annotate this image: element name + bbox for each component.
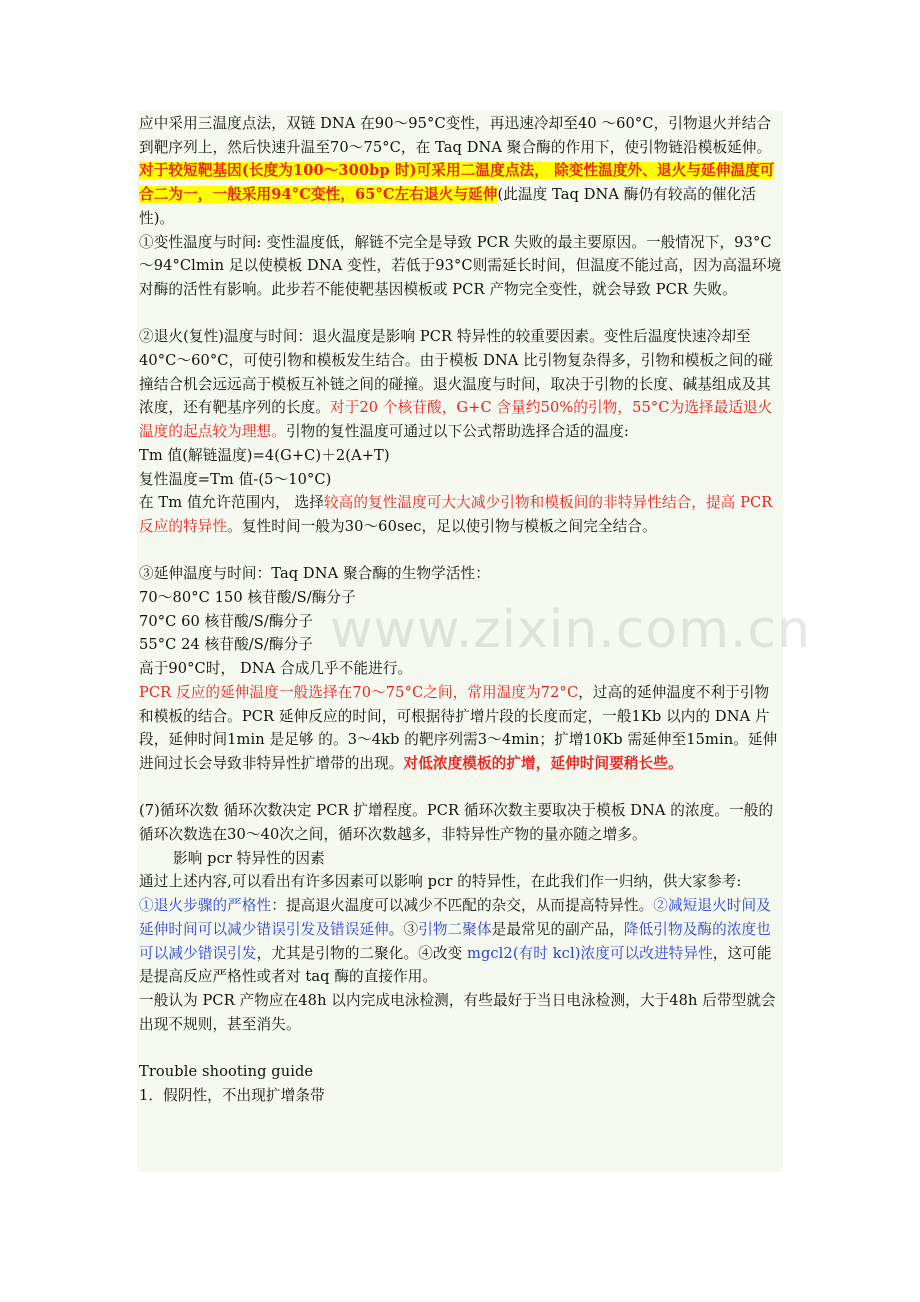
paragraph-annealing-select <box>139 491 783 538</box>
text-factor-4: mgcl2(有时 kcl)浓度可以改进特异性 <box>467 944 713 962</box>
text-factor-3b: 降低引物及酶的浓度也可以减少错误引发 <box>139 920 771 962</box>
text-factor-2: ②减短退火时间及延伸时间可以减少错误引发及错误延伸 <box>139 897 771 938</box>
spacer <box>139 302 783 326</box>
text-enzyme-activity: (此温度 Taq DNA 酶仍有较高的催化活性)。 <box>139 186 757 227</box>
text-factor-3-desc: 是最常见的副产品， <box>491 920 624 938</box>
heading-trouble-shooting: Trouble shooting guide <box>139 1063 314 1081</box>
trouble-item-1: 1．假阴性，不出现扩增条带 <box>139 1086 325 1104</box>
spacer <box>139 1036 783 1060</box>
text-factor-3-num: 。③ <box>388 920 419 938</box>
text-annealing-formula-intro: 引物的复性温度可通过以下公式帮助选择合适的温度: <box>285 423 629 441</box>
text-extension-red: PCR 反应的延伸温度一般选择在70～75°C之间，常用温度为72°C <box>139 683 579 701</box>
paragraph-extension-title: ③延伸温度与时间：Taq DNA 聚合酶的生物学活性： <box>139 565 490 583</box>
paragraph-annealing <box>139 325 783 444</box>
formula-tm: Tm 值(解链温度)=4(G+C)＋2(A+T) <box>139 446 390 464</box>
spacer <box>139 539 783 563</box>
text-select: 在 Tm 值允许范围内， 选择 <box>139 494 324 512</box>
extension-rate-3: 55°C 24 核苷酸/S/酶分子 <box>139 636 313 654</box>
text-factor-4-desc: ，这可能是提高反应严格性或者对 taq 酶的直接作用。 <box>139 944 772 986</box>
paragraph-cycles: (7)循环次数 循环次数决定 PCR 扩增程度。PCR 循环次数主要取决于模板 DNA 的浓度。一般的循环次数选在30～40次之间，循环次数越多，非特异性产物的量亦随之增多。 <box>139 802 774 844</box>
extension-rate-1: 70～80°C 150 核苷酸/S/酶分子 <box>139 589 356 607</box>
text-annealing-intro: ②退火(复性)温度与时间：退火温度是影响 PCR 特异性的较重要因素。变性后温度快速冷却至40°C～60°C，可使引物和模板发生结合。由于模板 DNA 比引物复杂得多，引物和模板之间的碰撞结合机会远远高于模板互补链之间的碰撞。退火温度与时间，取决于引物的长度、碱基组成及其浓度，还有靶基序列的长度。 <box>139 328 773 417</box>
text-annealing-red: 对于20 个核苷酸，G+C 含量约50%的引物，55°C为选择最适退火温度的起点较为理想。 <box>139 399 773 441</box>
text-three-temperature: 应中采用三温度点法，双链 DNA 在90～95°C变性，再迅速冷却至40 ～60°C，引物退火并结合到靶序列上，然后快速升温至70～75°C，在 Taq DNA 聚合酶的作用下，使引物链沿模板延伸。 <box>139 115 772 156</box>
paragraph-specificity-factors <box>139 894 783 989</box>
text-extension-bold: 对低浓度模板的扩增，延伸时间要稍长些。 <box>403 754 683 772</box>
text-two-temperature-highlight: 对于较短靶基因(长度为100～300bp 时)可采用二温度点法， 除变性温度外、退火与延伸温度可合二为一，一般采用94°C变性，65°C左右退火与延伸 <box>139 162 775 204</box>
text-factor-3: 引物二聚体 <box>418 920 492 938</box>
paragraph-extension <box>139 681 783 776</box>
extension-rate-2: 70°C 60 核苷酸/S/酶分子 <box>139 612 313 630</box>
paragraph-temperature-method <box>139 112 783 231</box>
paragraph-denaturation: ①变性温度与时间: 变性温度低，解链不完全是导致 PCR 失败的最主要原因。一般情况下，93°C～94°Clmin 足以使模板 DNA 变性，若低于93°C则需延长时间，但温度不能过高，因为高温环境对酶的活性有影响。此步若不能使靶基因模板或 PCR 产物完全变性，就会导致 PCR 失败。 <box>139 233 782 298</box>
text-extension-body: ，过高的延伸温度不利于引物和模板的结合。PCR 延伸反应的时间，可根据待扩增片段的长度而定，一般1Kb 以内的 DNA 片段，延伸时间1min 是足够 的。3～4kb 的靶序列需3～4min；扩增10Kb 需延伸至15min。延伸进间过长会导致非特异性扩增带的出现。 <box>139 683 778 772</box>
document-body <box>137 110 783 1172</box>
extension-rate-4: 高于90°C时， DNA 合成几乎不能进行。 <box>139 660 413 678</box>
text-select-red: 较高的复性温度可大大减少引物和模板间的非特异性结合，提高 PCR 反应的特异性 <box>139 494 773 535</box>
paragraph-specificity-intro: 通过上述内容,可以看出有许多因素可以影响 pcr 的特异性，在此我们作一归纳，供大家参考: <box>139 873 742 891</box>
paragraph-electrophoresis: 一般认为 PCR 产物应在48h 以内完成电泳检测，有些最好于当日电泳检测，大于48h 后带型就会出现不规则，甚至消失。 <box>139 991 776 1033</box>
text-annealing-time: 。复性时间一般为30～60sec，足以使引物与模板之间完全结合。 <box>227 517 657 535</box>
text-factor-1: ①退火步骤的严格性 <box>139 897 272 915</box>
text-factor-1-desc: ：提高退火温度可以减少不匹配的杂交，从而提高特异性。 <box>271 897 654 915</box>
text-factor-4-num: ，尤其是引物的二聚化。④改变 <box>256 944 468 962</box>
formula-annealing: 复性温度=Tm 值-(5～10°C) <box>139 470 332 488</box>
spacer <box>139 776 783 800</box>
heading-specificity: 影响 pcr 特异性的因素 <box>173 849 325 867</box>
